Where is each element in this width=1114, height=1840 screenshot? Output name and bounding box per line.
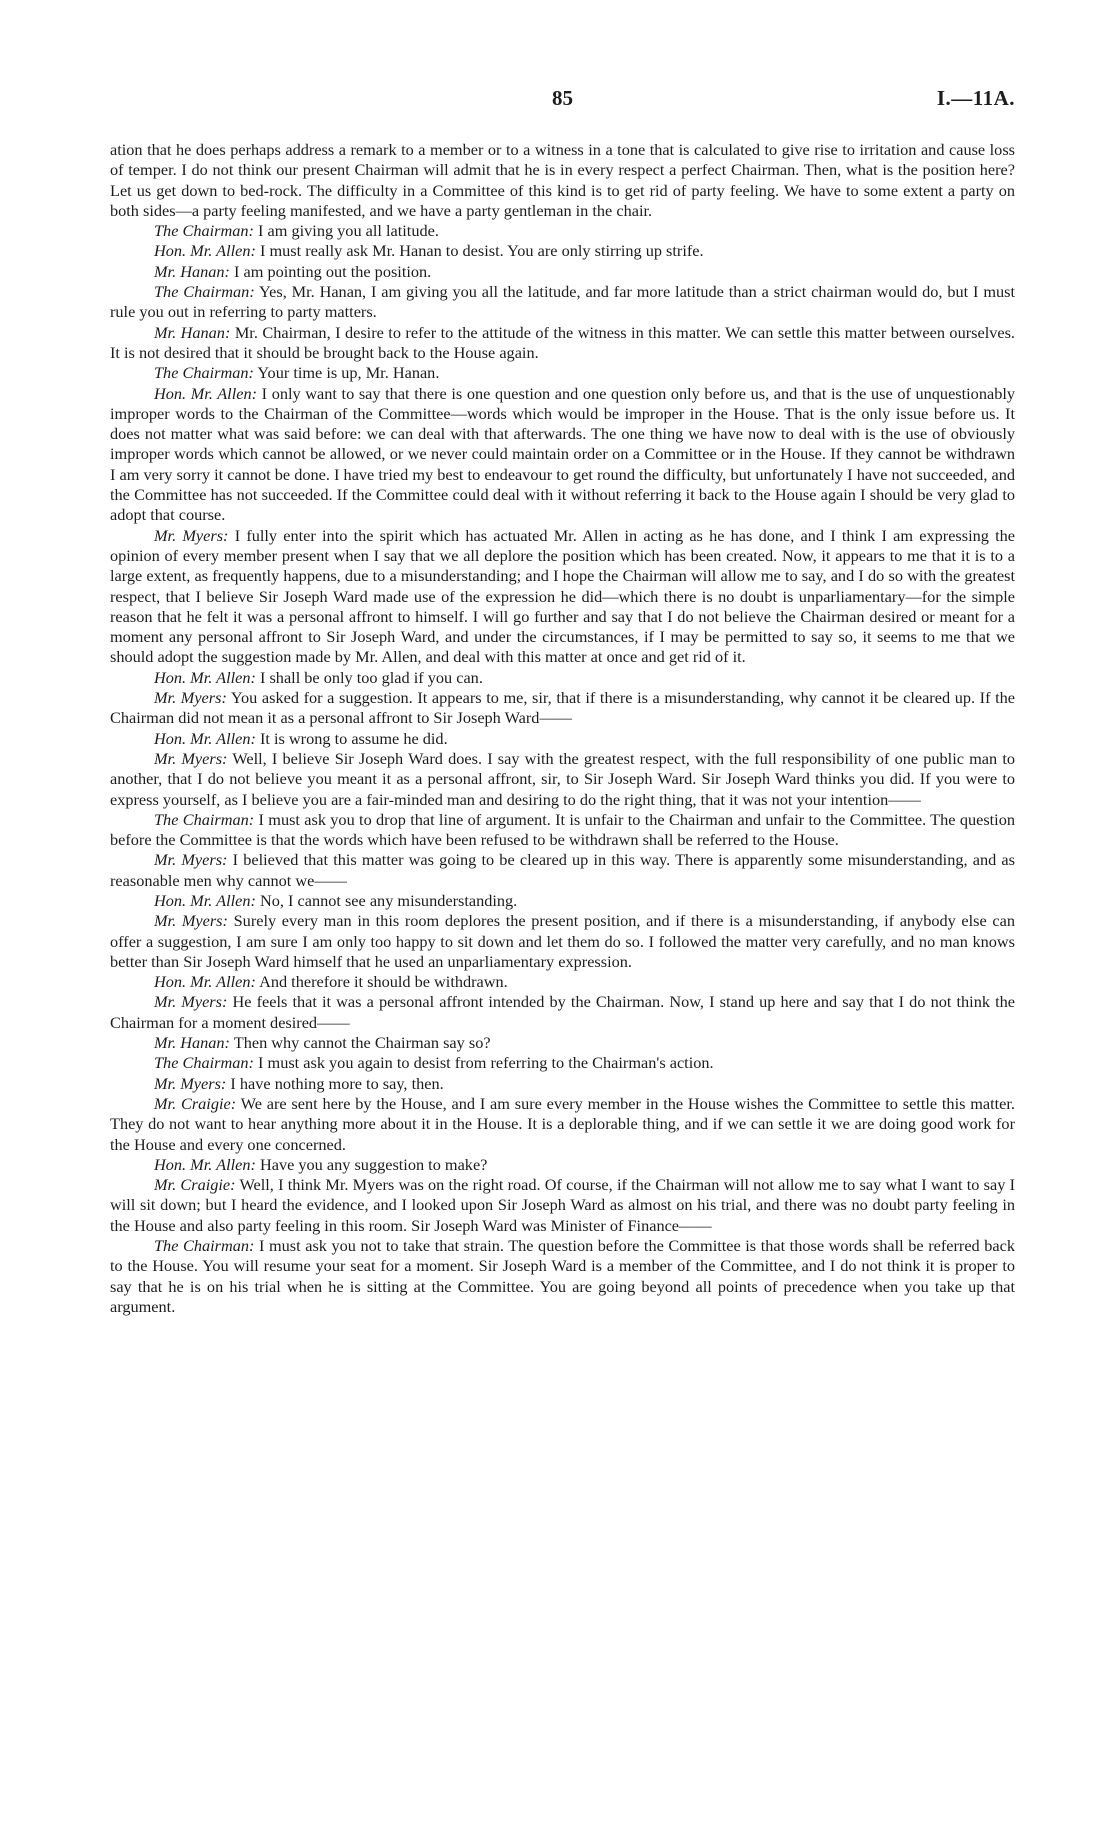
speech-text: It is wrong to assume he did.: [255, 728, 448, 748]
transcript-paragraph: [110, 891, 1015, 911]
transcript-paragraph: [110, 363, 1015, 383]
speech-text: I shall be only too glad if you can.: [255, 667, 483, 687]
speech-text: I must really ask Mr. Hanan to desist. You are only stirring up strife.: [255, 241, 704, 261]
speaker-name: Mr. Hanan:: [154, 322, 231, 342]
speaker-name: Mr. Myers:: [154, 525, 229, 545]
speech-text: Surely every man in this room deplores the present position, and if there is a misunderstanding, if anybody else can offer a suggestion, I am sure I am only too happy to sit down and let them do so. I followed the matter very carefully, and no man knows better than Sir Joseph Ward himself that he used an unparliamentary expression.: [110, 911, 1016, 971]
speaker-name: Mr. Myers:: [154, 1073, 227, 1093]
transcript-paragraph: [110, 323, 1015, 364]
transcript-paragraph: [110, 850, 1015, 891]
speech-text: I only want to say that there is one question and one question only before us, and that is the use of unquestionably improper words to the Chairman of the Committee—words which would be improper in the House. That is the only issue before us. It does not matter what was said before: we can deal with that afterwards. The one thing we have now to deal with is the use of obviously improper words which cannot be allowed, or we never could maintain order on a Committee or in the House. If they cannot be withdrawn I am very sorry it cannot be done. I have tried my best to endeavour to get round the difficulty, but unfortunately I have not succeeded, and the Committee has not succeeded. If the Committee could deal with it without referring it back to the House again I should be very glad to adopt that course.: [110, 383, 1015, 525]
speech-text: We are sent here by the House, and I am sure every member in the House wishes the Committee to settle this matter. They do not want to hear anything more about it in the House. It is a deplorable thing, and if we can settle it we are doing good work for the House and every one concerned.: [110, 1093, 1015, 1154]
speech-text: Then why cannot the Chairman say so?: [229, 1033, 491, 1053]
speaker-name: Hon. Mr. Allen:: [154, 1154, 256, 1174]
speaker-name: The Chairman:: [154, 221, 254, 241]
speaker-name: The Chairman:: [154, 363, 254, 383]
speech-text: Have you any suggestion to make?: [255, 1154, 488, 1174]
speaker-name: Mr. Myers:: [154, 850, 228, 870]
speech-text: Well, I think Mr. Myers was on the right road. Of course, if the Chairman will not allow me to say what I want to say I will sit down; but I heard the evidence, and I looked upon Sir Joseph Ward as almost on his trial, and there was no doubt party feeling in the House and also party feeling in this room. Sir Joseph Ward was Minister of Finance——: [110, 1175, 1015, 1235]
transcript-paragraph: [110, 668, 1015, 688]
speaker-name: Mr. Craigie:: [154, 1093, 237, 1113]
transcript-paragraph: [110, 1074, 1015, 1094]
transcript-paragraph: [110, 1094, 1015, 1155]
transcript-paragraph: [110, 1236, 1015, 1317]
speaker-name: Mr. Craigie:: [154, 1175, 236, 1195]
speaker-name: The Chairman:: [154, 809, 255, 829]
speaker-name: Mr. Myers:: [154, 911, 228, 931]
transcript-paragraph: [110, 1155, 1015, 1175]
transcript-paragraph: [110, 688, 1015, 729]
speech-text: I fully enter into the spirit which has actuated Mr. Allen in acting as he has done, and I think I am expressing the opinion of every member present when I say that we all deplore the position which has been created. Now, it appears to me that it is to a large extent, as frequently happens, due to a misunderstanding; and I hope the Chairman will allow me to say, and I do so with the greatest respect, that I believe Sir Joseph Ward made use of the expression he did—which there is no doubt is unparliamentary—for the simple reason that he felt it was a personal affront to himself. I will go further and say that I do not believe the Chairman desired or meant for a moment any personal affront to Sir Joseph Ward, and under the circumstances, if I may be permitted to say so, it seems to me that we should adopt the suggestion made by Mr. Allen, and deal with this matter at once and get rid of it.: [110, 525, 1015, 667]
speaker-name: Mr. Hanan:: [154, 261, 230, 281]
speaker-name: Hon. Mr. Allen:: [154, 972, 256, 992]
transcript-paragraph: [110, 972, 1015, 992]
speech-text: Yes, Mr. Hanan, I am giving you all the latitude, and far more latitude than a strict chairman would do, but I must rule you out in referring to party matters.: [110, 282, 1015, 322]
speaker-name: Hon. Mr. Allen:: [154, 667, 256, 687]
speech-text: ation that he does perhaps address a remark to a member or to a witness in a tone that is calculated to give rise to irritation and cause loss of temper. I do not think our present Chairman will admit that he is in every respect a perfect Chairman. Then, what is the position here? Let us get down to bed-rock. The difficulty in a Committee of this kind is to get rid of party feeling. We have to some extent a party on both sides—a party feeling manifested, and we have a party gentleman in the chair.: [110, 140, 1015, 220]
transcript-paragraph: [110, 810, 1015, 851]
speaker-name: The Chairman:: [154, 282, 255, 302]
transcript-paragraph: [110, 241, 1015, 261]
transcript-paragraph: [110, 911, 1015, 972]
speech-text: You asked for a suggestion. It appears to me, sir, that if there is a misunderstanding, why cannot it be cleared up. If the Chairman did not mean it as a personal affront to Sir Joseph Ward——: [110, 688, 1016, 728]
speaker-name: Mr. Hanan:: [154, 1033, 230, 1053]
transcript-paragraph: [110, 992, 1015, 1033]
page-number: 85: [552, 86, 573, 110]
transcript-paragraph: [110, 1175, 1015, 1236]
speaker-name: The Chairman:: [154, 1236, 255, 1256]
speaker-name: The Chairman:: [154, 1053, 254, 1073]
speech-text: I am pointing out the position.: [229, 261, 432, 281]
speech-text: And therefore it should be withdrawn.: [255, 972, 508, 992]
transcript-paragraph: [110, 729, 1015, 749]
speaker-name: Hon. Mr. Allen:: [154, 890, 256, 910]
speech-text: Your time is up, Mr. Hanan.: [253, 363, 440, 383]
page-header: [110, 86, 1015, 116]
transcript-paragraph: [110, 526, 1015, 668]
transcript-paragraph: [110, 262, 1015, 282]
speech-text: No, I cannot see any misunderstanding.: [255, 890, 518, 910]
transcript-paragraph: [110, 221, 1015, 241]
speech-text: I believed that this matter was going to be cleared up in this way. There is apparently some misunderstanding, and as reasonable men why cannot we——: [110, 850, 1015, 890]
transcript-paragraph: [110, 1033, 1015, 1053]
transcript-body: [110, 140, 1015, 1317]
speech-text: He feels that it was a personal affront intended by the Chairman. Now, I stand up here and say that I do not think the Chairman for a moment desired——: [110, 992, 1015, 1032]
speaker-name: Mr. Myers:: [154, 748, 228, 768]
transcript-paragraph: [110, 384, 1015, 526]
speech-text: I must ask you again to desist from referring to the Chairman's action.: [253, 1053, 714, 1073]
speaker-name: Mr. Myers:: [154, 992, 228, 1012]
document-reference: I.—11A.: [936, 86, 1015, 110]
speaker-name: Hon. Mr. Allen:: [154, 383, 258, 403]
transcript-paragraph: [110, 282, 1015, 323]
speech-text: I have nothing more to say, then.: [226, 1073, 444, 1093]
transcript-paragraph: [110, 749, 1015, 810]
speaker-name: Hon. Mr. Allen:: [154, 728, 256, 748]
speech-text: I must ask you not to take that strain. The question before the Committee is that those words shall be referred back to the House. You will resume your seat for a moment. Sir Joseph Ward is a member of the Committee, and I do not think it is proper to say that he is on his trial when he is sitting at the Committee. You are going beyond all points of precedence when you take up that argument.: [110, 1236, 1015, 1316]
transcript-paragraph: [110, 1053, 1015, 1073]
speech-text: Mr. Chairman, I desire to refer to the attitude of the witness in this matter. We can settle this matter between ourselves. It is not desired that it should be brought back to the House again.: [110, 322, 1015, 362]
transcript-paragraph: [110, 140, 1015, 221]
speech-text: Well, I believe Sir Joseph Ward does. I say with the greatest respect, with the full responsibility of one public man to another, that I do not believe you meant it as a personal affront, sir, to Sir Joseph Ward. Sir Joseph Ward thinks you did. If you were to express yourself, as I believe you are a fair-minded man and desiring to do the right thing, that it was not your intention——: [110, 748, 1015, 809]
speaker-name: Hon. Mr. Allen:: [154, 241, 256, 261]
speaker-name: Mr. Myers:: [154, 688, 227, 708]
speech-text: I must ask you to drop that line of argument. It is unfair to the Chairman and unfair to the Committee. The question before the Committee is that the words which have been refused to be withdrawn shall be referred to the House.: [110, 809, 1015, 850]
speech-text: I am giving you all latitude.: [253, 221, 439, 241]
